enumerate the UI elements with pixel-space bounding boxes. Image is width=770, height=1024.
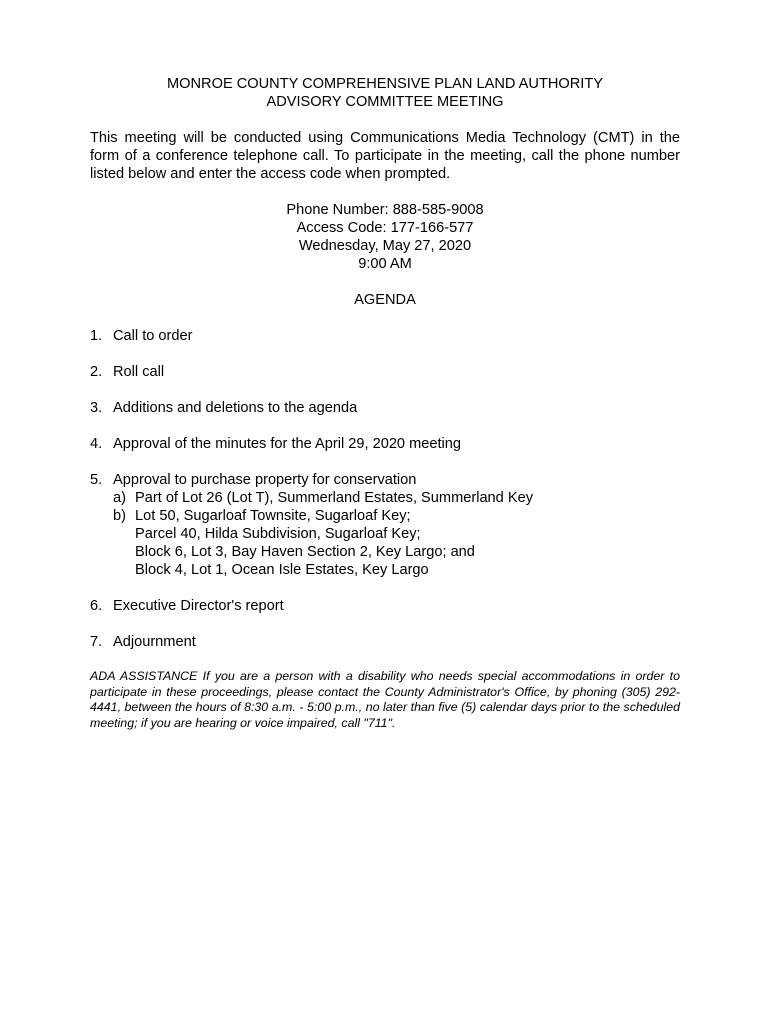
agenda-item-text: Approval to purchase property for conservation (113, 472, 417, 488)
agenda-item-text: Approval of the minutes for the April 29, 2020 meeting (113, 436, 462, 452)
agenda-item (90, 435, 680, 453)
sub-item-line: Lot 50, Sugarloaf Townsite, Sugarloaf Key; (135, 508, 411, 524)
agenda-item-number: 5. (90, 472, 103, 488)
intro-paragraph: This meeting will be conducted using Communications Media Technology (CMT) in the form of a conference telephone call. To participate in the meeting, call the phone number listed below and enter the access code when prompted. (90, 130, 680, 182)
title-line-1: MONROE COUNTY COMPREHENSIVE PLAN LAND AUTHORITY (167, 76, 603, 92)
agenda-item (90, 471, 680, 579)
agenda-item-number: 6. (90, 598, 103, 614)
agenda-item-text: Executive Director's report (113, 598, 284, 614)
sub-item-body (135, 489, 533, 507)
access-code: Access Code: 177-166-577 (296, 220, 474, 236)
title-line-2: ADVISORY COMMITTEE MEETING (266, 94, 504, 110)
agenda-item-text: Roll call (113, 364, 165, 380)
document-title (90, 75, 680, 111)
agenda-item-text: Additions and deletions to the agenda (113, 400, 358, 416)
sub-item-letter: b) (113, 508, 126, 524)
agenda-list (90, 327, 680, 651)
agenda-item (90, 399, 680, 417)
sub-item-line: Part of Lot 26 (Lot T), Summerland Estates, Summerland Key (135, 490, 533, 506)
agenda-item (90, 633, 680, 651)
sub-item-letter: a) (113, 490, 126, 506)
sub-item-line: Parcel 40, Hilda Subdivision, Sugarloaf Key; (135, 526, 421, 542)
sub-item-line: Block 6, Lot 3, Bay Haven Section 2, Key Largo; and (135, 544, 475, 560)
agenda-item-number: 7. (90, 634, 103, 650)
meeting-date: Wednesday, May 27, 2020 (298, 238, 472, 254)
agenda-sub-item (113, 489, 680, 507)
agenda-item (90, 327, 680, 345)
agenda-item (90, 597, 680, 615)
agenda-sub-item (113, 507, 680, 579)
agenda-item-number: 3. (90, 400, 103, 416)
phone-number: Phone Number: 888-585-9008 (286, 202, 484, 218)
agenda-item-body (113, 471, 680, 579)
sub-item-line: Block 4, Lot 1, Ocean Isle Estates, Key Largo (135, 562, 429, 578)
ada-assistance-notice: ADA ASSISTANCE If you are a person with a disability who needs special accommodations in order to participate in these proceedings, please contact the County Administrator's Office, by phoning (305) 292-4441, between the hours of 8:30 a.m. - 5:00 p.m., no later than five (5) calendar days prior to the scheduled meeting; if you are hearing or voice impaired, call "711". (90, 669, 680, 730)
agenda-item (90, 363, 680, 381)
meeting-info (90, 201, 680, 273)
document-page (90, 75, 680, 731)
agenda-item-number: 2. (90, 364, 103, 380)
sub-item-body (135, 507, 475, 579)
meeting-time: 9:00 AM (358, 256, 412, 272)
agenda-item-text: Adjournment (113, 634, 196, 650)
agenda-item-number: 1. (90, 328, 103, 344)
agenda-heading: AGENDA (354, 292, 416, 308)
agenda-item-number: 4. (90, 436, 103, 452)
agenda-item-text: Call to order (113, 328, 193, 344)
